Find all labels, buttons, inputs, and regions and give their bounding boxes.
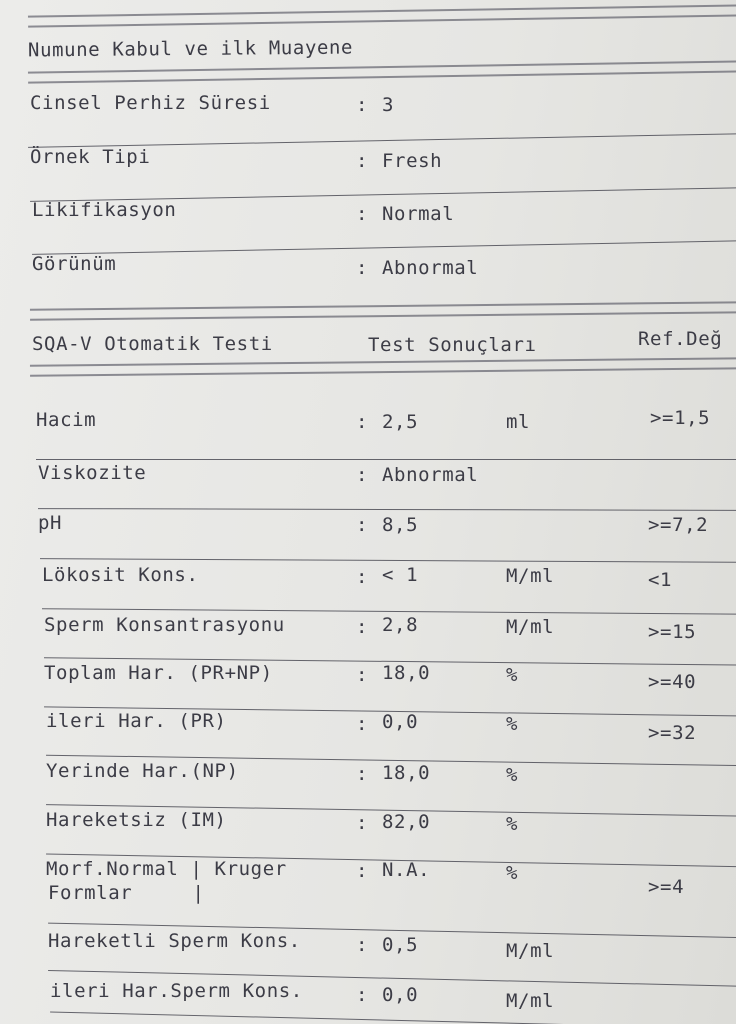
progressive-concentration-value: 0,0 xyxy=(382,984,419,1006)
morphology-value: N.A. xyxy=(382,859,431,881)
sample-type-value: Fresh xyxy=(382,150,443,172)
volume-label: Hacim xyxy=(36,409,97,431)
abstinence-label: Cinsel Perhiz Süresi xyxy=(30,92,271,114)
double-rule-above-header xyxy=(30,301,736,321)
progressive-concentration-label: ileri Har.Sperm Kons. xyxy=(50,980,303,1002)
row-rule xyxy=(50,1011,736,1024)
colon: : xyxy=(356,566,368,588)
colon: : xyxy=(356,664,368,686)
colon: : xyxy=(356,464,368,486)
colon: : xyxy=(356,411,368,433)
viscosity-value: Abnormal xyxy=(382,464,479,486)
colon: : xyxy=(356,812,368,834)
appearance-value: Abnormal xyxy=(382,257,479,279)
colon: : xyxy=(356,616,368,638)
motile-concentration-unit: M/ml xyxy=(506,940,555,962)
section-title: Numune Kabul ve ilk Muayene xyxy=(27,36,354,62)
progressive-motility-label: ileri Har. (PR) xyxy=(46,710,227,732)
leukocyte-value: < 1 xyxy=(382,564,419,586)
morphology-label: Morf.Normal | Kruger xyxy=(46,858,287,880)
row-rule xyxy=(40,558,736,563)
header-results: Test Sonuçları xyxy=(368,334,537,356)
volume-ref: >=1,5 xyxy=(650,407,711,429)
header-test: SQA-V Otomatik Testi xyxy=(32,333,273,355)
total-motility-value: 18,0 xyxy=(382,662,431,684)
concentration-label: Sperm Konsantrasyonu xyxy=(44,614,285,636)
colon: : xyxy=(356,713,368,735)
nonprogressive-motility-value: 18,0 xyxy=(382,762,431,784)
nonprogressive-motility-unit: % xyxy=(506,764,519,786)
morphology-unit: % xyxy=(506,862,519,884)
colon: : xyxy=(356,203,368,225)
progressive-motility-ref: >=32 xyxy=(648,722,697,744)
double-rule-below-header xyxy=(30,357,736,377)
progressive-motility-unit: % xyxy=(506,713,519,735)
total-motility-label: Toplam Har. (PR+NP) xyxy=(44,662,273,684)
ph-value: 8,5 xyxy=(382,514,419,536)
leukocyte-unit: M/ml xyxy=(506,565,555,587)
appearance-label: Görünüm xyxy=(32,253,117,275)
volume-unit: ml xyxy=(506,411,531,433)
motile-concentration-label: Hareketli Sperm Kons. xyxy=(48,930,301,952)
ph-label: pH xyxy=(38,512,63,534)
total-motility-unit: % xyxy=(506,664,519,686)
nonprogressive-motility-label: Yerinde Har.(NP) xyxy=(46,760,239,782)
colon: : xyxy=(356,257,368,279)
progressive-motility-value: 0,0 xyxy=(382,711,419,733)
double-rule-below-title xyxy=(28,60,736,83)
ph-ref: >=7,2 xyxy=(648,514,709,536)
abstinence-value: 3 xyxy=(382,94,395,116)
liquefaction-value: Normal xyxy=(382,203,455,225)
colon: : xyxy=(356,763,368,785)
morphology-ref: >=4 xyxy=(648,876,685,898)
leukocyte-ref: <1 xyxy=(648,569,673,591)
colon: : xyxy=(356,94,368,116)
row-rule xyxy=(36,459,736,460)
immotile-unit: % xyxy=(506,813,519,835)
colon: : xyxy=(356,934,368,956)
liquefaction-label: Likifikasyon xyxy=(32,199,177,221)
leukocyte-label: Lökosit Kons. xyxy=(42,564,199,586)
header-ref: Ref.Değ xyxy=(638,328,723,350)
concentration-value: 2,8 xyxy=(382,614,419,636)
colon: : xyxy=(356,984,368,1006)
row-rule xyxy=(32,240,736,255)
double-rule-top xyxy=(28,4,736,27)
concentration-ref: >=15 xyxy=(648,621,697,643)
concentration-unit: M/ml xyxy=(506,616,555,638)
viscosity-label: Viskozite xyxy=(38,462,147,484)
sample-type-label: Örnek Tipi xyxy=(30,146,151,168)
immotile-value: 82,0 xyxy=(382,811,431,833)
colon: : xyxy=(356,150,368,172)
colon: : xyxy=(356,860,368,882)
immotile-label: Hareketsiz (IM) xyxy=(46,809,227,831)
progressive-concentration-unit: M/ml xyxy=(506,990,555,1012)
volume-value: 2,5 xyxy=(382,411,419,433)
morphology-label-line2: Formlar | xyxy=(48,882,205,904)
total-motility-ref: >=40 xyxy=(648,671,697,693)
row-rule xyxy=(38,508,736,511)
motile-concentration-value: 0,5 xyxy=(382,934,419,956)
colon: : xyxy=(356,514,368,536)
